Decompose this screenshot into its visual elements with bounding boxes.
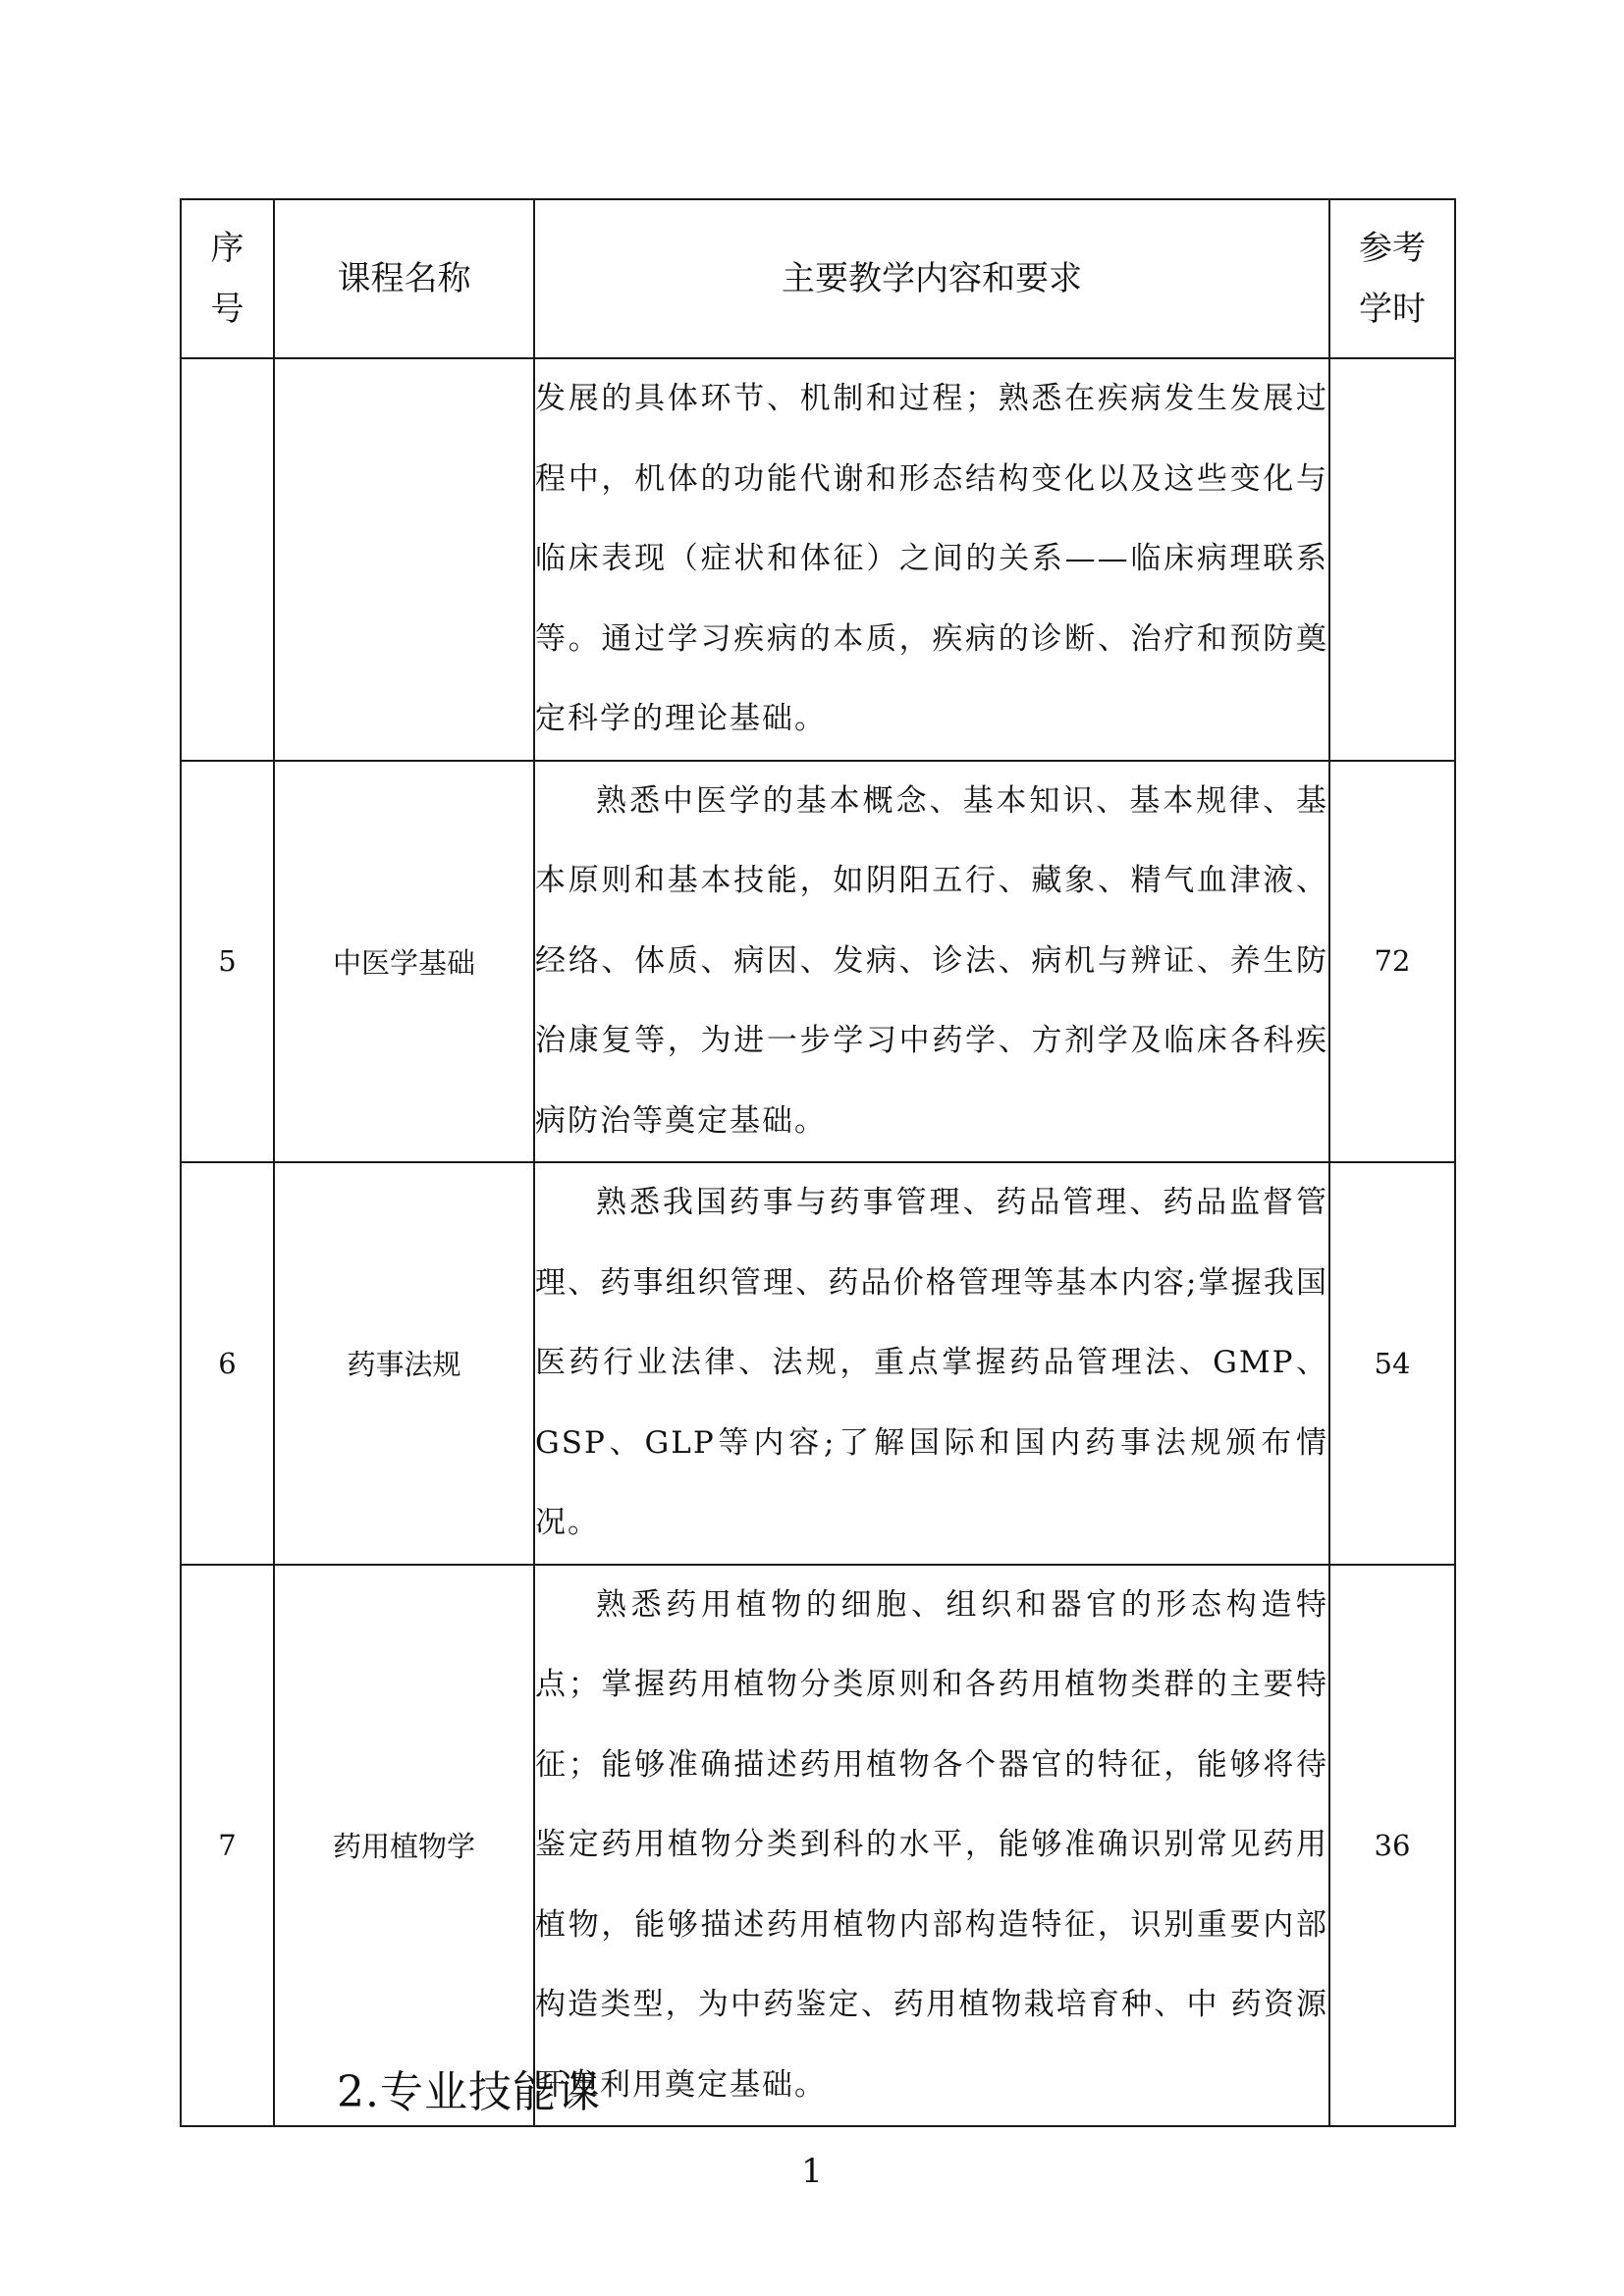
table-row (181, 1162, 1455, 1565)
row-hours (1329, 358, 1455, 761)
header-name: 课程名称 (274, 199, 534, 358)
row-content: 熟悉我国药事与药事管理、药品管理、药品监督管理、药事组织管理、药品价格管理等基本内容;掌握我国医药行业法律、法规，重点掌握药品管理法、GMP、GSP、GLP等内容;了解国际和国内药事法规颁布情况。 (534, 1162, 1329, 1565)
row-no: 7 (181, 1565, 274, 2127)
course-table (180, 198, 1456, 2127)
row-hours: 36 (1329, 1565, 1455, 2127)
table-row (181, 761, 1455, 1163)
row-no (181, 358, 274, 761)
table-row (181, 1565, 1455, 2127)
row-content: 发展的具体环节、机制和过程；熟悉在疾病发生发展过程中，机体的功能代谢和形态结构变化以及这些变化与临床表现（症状和体征）之间的关系——临床病理联系等。通过学习疾病的本质，疾病的诊断、治疗和预防奠定科学的理论基础。 (534, 358, 1329, 761)
header-content: 主要教学内容和要求 (534, 199, 1329, 358)
row-hours: 72 (1329, 761, 1455, 1163)
header-hours: 参考学时 (1329, 199, 1455, 358)
header-no: 序号 (181, 199, 274, 358)
table-header-row (181, 199, 1455, 358)
table-row (181, 358, 1455, 761)
row-content: 熟悉药用植物的细胞、组织和器官的形态构造特点；掌握药用植物分类原则和各药用植物类群的主要特征；能够准确描述药用植物各个器官的特征，能够将待鉴定药用植物分类到科的水平，能够准确识别常见药用植物，能够描述药用植物内部构造特征，识别重要内部构造类型，为中药鉴定、药用植物栽培育种、中 药资源开发利用奠定基础。 (534, 1565, 1329, 2127)
row-content: 熟悉中医学的基本概念、基本知识、基本规律、基本原则和基本技能，如阴阳五行、藏象、精气血津液、经络、体质、病因、发病、诊法、病机与辨证、养生防治康复等，为进一步学习中药学、方剂学及临床各科疾病防治等奠定基础。 (534, 761, 1329, 1163)
row-course-name (274, 358, 534, 761)
row-course-name: 药事法规 (274, 1162, 534, 1565)
page-number: 1 (801, 2152, 823, 2191)
row-no: 6 (181, 1162, 274, 1565)
row-no: 5 (181, 761, 274, 1163)
section-heading: 2.专业技能课 (337, 2067, 601, 2117)
row-course-name: 药用植物学 (274, 1565, 534, 2127)
row-hours: 54 (1329, 1162, 1455, 1565)
row-course-name: 中医学基础 (274, 761, 534, 1163)
